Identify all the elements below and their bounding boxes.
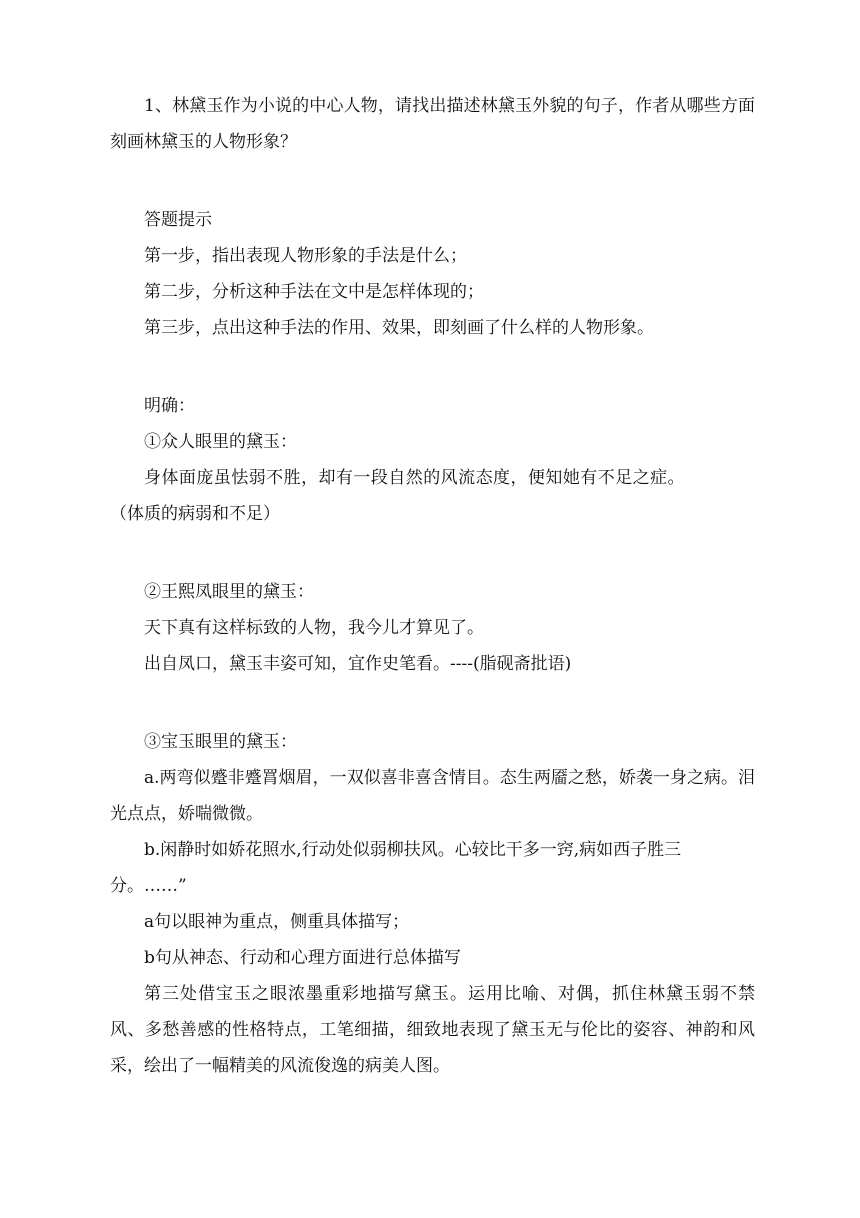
section-1-note: （体质的病弱和不足） bbox=[110, 504, 280, 524]
spacer bbox=[110, 160, 755, 202]
section-3-a: a.两弯似蹙非蹙罥烟眉，一双似喜非喜含情目。态生两靥之愁，娇袭一身之病。泪光点点，娇喘微微。 bbox=[110, 768, 755, 824]
tips-step-1: 第一步，指出表现人物形象的手法是什么； bbox=[144, 246, 467, 266]
section-1-paragraph bbox=[110, 460, 755, 532]
spacer bbox=[110, 682, 755, 724]
section-3-summary: 第三处借宝玉之眼浓墨重彩地描写黛玉。运用比喻、对偶，抓住林黛玉弱不禁风、多愁善感的性格特点，工笔细描，细致地表现了黛玉无与伦比的姿容、神韵和风采，绘出了一幅精美的风流俊逸的病美人图。 bbox=[110, 984, 755, 1076]
section-3-b-line-1: b.闲静时如娇花照水,行动处似弱柳扶风。心较比干多一窍,病如西子胜三 bbox=[144, 840, 682, 860]
document-page bbox=[110, 88, 755, 1084]
section-2-line-2: 出自凤口，黛玉丰姿可知，宜作史笔看。----(脂砚斋批语) bbox=[144, 654, 572, 674]
section-3-note-a: a句以眼神为重点，侧重具体描写； bbox=[144, 912, 410, 932]
section-2-line-1: 天下真有这样标致的人物，我今儿才算见了。 bbox=[144, 618, 484, 638]
spacer bbox=[110, 532, 755, 574]
section-2-title: ②王熙凤眼里的黛玉： bbox=[144, 582, 314, 602]
tips-step-2: 第二步，分析这种手法在文中是怎样体现的； bbox=[144, 282, 484, 302]
question-text: 1、林黛玉作为小说的中心人物，请找出描述林黛玉外貌的句子，作者从哪些方面刻画林黛玉的人物形象？ bbox=[110, 96, 755, 152]
answer-heading: 明确： bbox=[144, 396, 195, 416]
section-3-note-b: b句从神态、行动和心理方面进行总体描写 bbox=[144, 948, 461, 968]
tips-heading: 答题提示 bbox=[144, 210, 212, 230]
tips-step-3: 第三步，点出这种手法的作用、效果，即刻画了什么样的人物形象。 bbox=[144, 318, 654, 338]
section-1-title: ①众人眼里的黛玉： bbox=[144, 432, 297, 452]
section-3-title: ③宝玉眼里的黛玉： bbox=[144, 732, 297, 752]
section-1-text: 身体面庞虽怯弱不胜，却有一段自然的风流态度，便知她有不足之症。 bbox=[144, 468, 685, 488]
section-3-b-line-2: 分。……” bbox=[110, 876, 187, 896]
spacer bbox=[110, 346, 755, 388]
